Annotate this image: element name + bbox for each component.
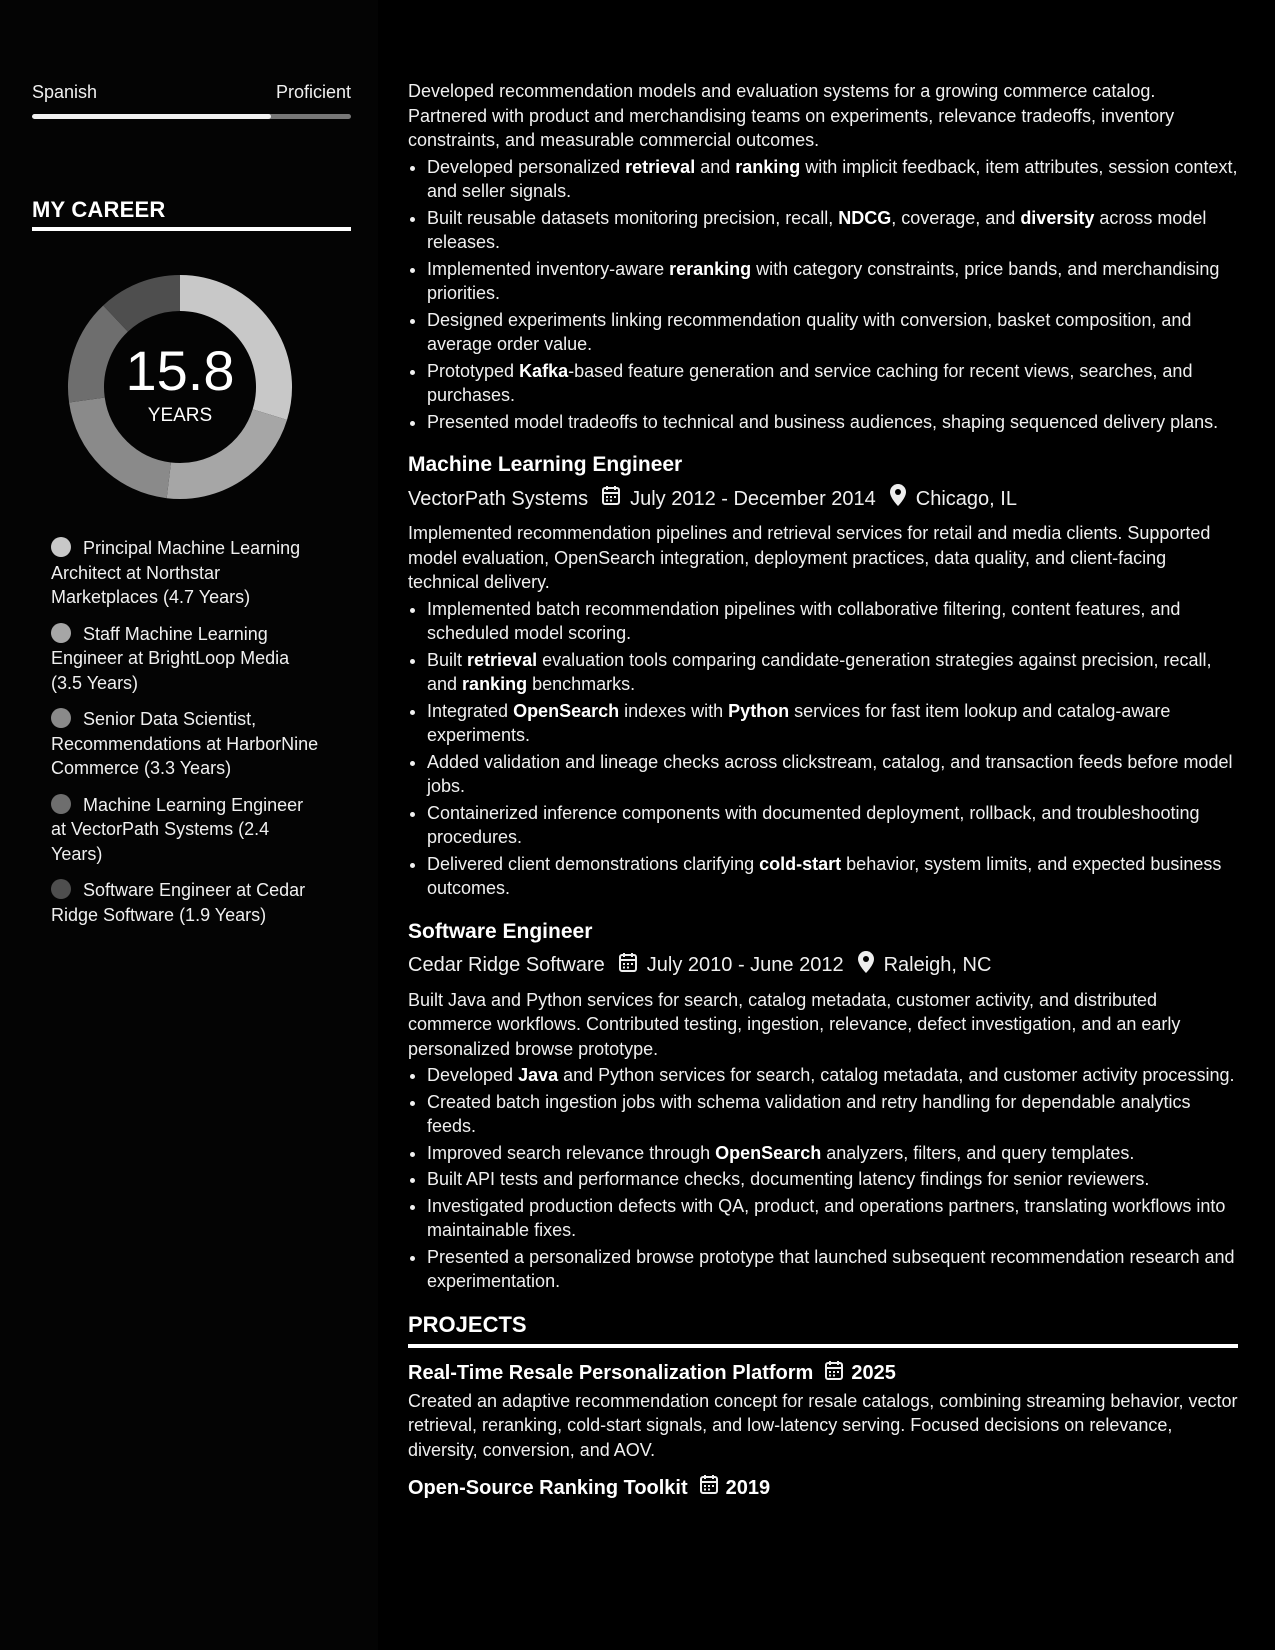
bullet-item: [427, 1194, 1238, 1243]
bullet-text: Implemented batch recommendation pipelines with collaborative filtering, content features, and scheduled model scoring.: [427, 598, 1181, 643]
language-level: Proficient: [275, 82, 351, 102]
sidebar: [0, 0, 378, 1650]
bullet-text: Presented model tradeoffs to technical and business audiences, shaping sequenced delivery plans.: [427, 411, 1219, 432]
bullet-text: Improved search relevance through: [427, 1142, 716, 1163]
job-bullets: [408, 597, 1238, 901]
career-legend-item: [51, 707, 321, 781]
bullet-text: Built: [427, 649, 468, 670]
bullet-keyword: NDCG: [838, 207, 892, 228]
job-summary: Implemented recommendation pipelines and retrieval services for retail and media clients. Supported model evaluation, OpenSearch integration, deployment practices, data quality, and client-facing technical delivery.: [408, 523, 1211, 592]
bullet-text: Built reusable datasets monitoring precision, recall,: [427, 207, 839, 228]
career-donut-chart: [67, 274, 293, 500]
role-summary: Developed recommendation models and evaluation systems for a growing commerce catalog. Partnered with product and merchandising teams on experiments, relevance tradeoffs, inventory constraints, and measurable commercial outcomes.: [408, 81, 1175, 150]
projects-heading-rule: [408, 1344, 1238, 1348]
calendar-icon: [700, 1474, 718, 1501]
job-meta: [408, 484, 1238, 513]
project-year: 2019: [725, 1476, 771, 1499]
bullet-keyword: Java: [518, 1065, 559, 1085]
project-year: 2025: [851, 1362, 896, 1384]
bullet-text: Delivered client demonstrations clarifying: [427, 853, 760, 874]
bullet-text: Designed experiments linking recommendation quality with conversion, basket composition, and average order value.: [427, 309, 1192, 354]
map-pin-icon: [858, 951, 874, 980]
career-total-unit: YEARS: [147, 405, 213, 426]
bullet-keyword: Kafka: [519, 360, 569, 381]
job-title: Machine Learning Engineer: [408, 453, 683, 476]
career-legend-item: [51, 793, 321, 867]
language-name: Spanish: [32, 82, 98, 102]
bullet-text: Presented a personalized browse prototype that launched subsequent recommendation research and experimentation.: [427, 1246, 1235, 1291]
role-bullets: [408, 155, 1238, 435]
career-legend-label: Machine Learning Engineer at VectorPath Systems (2.4 Years): [51, 794, 304, 864]
bullet-text: Developed personalized: [427, 156, 626, 177]
bullet-item: [427, 155, 1238, 204]
bullet-item: [427, 801, 1238, 850]
bullet-text: Added validation and lineage checks across clickstream, catalog, and transaction feeds before model jobs.: [427, 751, 1233, 796]
bullet-keyword: ranking: [462, 674, 528, 694]
calendar-icon: [825, 1360, 843, 1387]
bullet-text: Containerized inference components with documented deployment, rollback, and troubleshooting procedures.: [427, 802, 1200, 847]
bullet-item: [427, 597, 1238, 646]
job-meta: [408, 951, 1238, 980]
job-list: [408, 452, 1238, 1294]
bullet-text: indexes with: [619, 700, 729, 721]
career-legend-item: [51, 878, 321, 927]
bullet-text: Developed: [427, 1065, 519, 1085]
career-donut-center: [67, 274, 293, 500]
bullet-keyword: retrieval: [467, 649, 538, 670]
job-dates: July 2010 - June 2012: [646, 954, 844, 976]
job-title: Software Engineer: [408, 919, 593, 943]
bullet-text: Integrated: [427, 700, 514, 721]
bullet-keyword: retrieval: [625, 156, 696, 177]
bullet-item: [427, 699, 1238, 748]
project-description: Created an adaptive recommendation concept for resale catalogs, combining streaming behavior, vector retrieval, reranking, cold-start signals, and low-latency serving. Focused decisions on relevance, diversity, conversion, and AOV.: [408, 1390, 1238, 1460]
bullet-item: [427, 1245, 1238, 1294]
job-company: VectorPath Systems: [408, 487, 589, 510]
bullet-item: [427, 1141, 1238, 1166]
bullet-text: behavior, system limits, and expected business outcomes.: [427, 853, 1222, 898]
bullet-text: evaluation tools comparing candidate-generation strategies against precision, recall, and: [427, 649, 1212, 694]
project-title: Real-Time Resale Personalization Platform: [408, 1362, 814, 1384]
career-legend-dot: [51, 708, 71, 728]
bullet-item: [427, 359, 1238, 408]
bullet-text: across model releases.: [427, 207, 1207, 252]
career-heading: MY CAREER: [32, 197, 166, 222]
project-title-row: [408, 1360, 1238, 1387]
career-legend-label: Principal Machine Learning Architect at Northstar Marketplaces (4.7 Years): [51, 538, 301, 607]
bullet-text: with implicit feedback, item attributes, session context, and seller signals.: [427, 156, 1238, 201]
calendar-icon: [602, 485, 620, 512]
bullet-item: [427, 1063, 1238, 1088]
projects-heading: PROJECTS: [408, 1311, 527, 1337]
bullet-text: -based feature generation and service caching for recent views, searches, and purchases.: [427, 360, 1193, 405]
career-legend-dot: [51, 623, 71, 643]
bullet-keyword: diversity: [1020, 207, 1095, 228]
project-list: [408, 1360, 1238, 1502]
job-company: Cedar Ridge Software: [408, 954, 605, 976]
career-legend: [51, 536, 321, 939]
bullet-text: analyzers, filters, and query templates.: [821, 1142, 1135, 1163]
career-heading-rule: [32, 227, 351, 231]
bullet-item: [427, 308, 1238, 357]
bullet-keyword: Python: [728, 700, 790, 721]
bullet-item: [427, 206, 1238, 255]
bullet-keyword: ranking: [735, 156, 801, 177]
main-content: [378, 0, 1275, 1650]
map-pin-icon: [890, 484, 906, 513]
bullet-item: [427, 1090, 1238, 1139]
job-dates: July 2012 - December 2014: [630, 487, 876, 510]
bullet-text: benchmarks.: [527, 674, 636, 694]
bullet-text: Created batch ingestion jobs with schema validation and retry handling for dependable analytics feeds.: [427, 1091, 1191, 1136]
job-summary: Built Java and Python services for search, catalog metadata, customer activity, and distributed commerce workflows. Contributed testing, ingestion, relevance, defect investigation, and an early personalized browse prototype.: [408, 989, 1181, 1059]
career-legend-item: [51, 622, 321, 696]
career-legend-dot: [51, 794, 71, 814]
career-legend-item: [51, 536, 321, 610]
bullet-text: with category constraints, price bands, and merchandising priorities.: [427, 258, 1220, 303]
bullet-text: Investigated production defects with QA, product, and operations partners, translating workflows into maintainable fixes.: [427, 1195, 1226, 1240]
language-level-fill: [32, 114, 271, 119]
bullet-text: services for fast item lookup and catalog-aware experiments.: [427, 700, 1171, 745]
career-legend-label: Staff Machine Learning Engineer at BrightLoop Media (3.5 Years): [51, 623, 290, 693]
language-row: [32, 82, 351, 103]
career-total-value: 15.8: [125, 339, 235, 402]
bullet-keyword: reranking: [669, 258, 752, 279]
bullet-item: [427, 852, 1238, 901]
bullet-keyword: OpenSearch: [513, 700, 620, 721]
career-legend-dot: [51, 879, 71, 899]
job-location: Chicago, IL: [915, 487, 1017, 510]
bullet-item: [427, 648, 1238, 697]
bullet-item: [427, 1167, 1238, 1192]
career-legend-label: Senior Data Scientist, Recommendations at HarborNine Commerce (3.3 Years): [51, 709, 319, 778]
bullet-text: and Python services for search, catalog metadata, and customer activity processing.: [558, 1065, 1235, 1085]
bullet-text: Prototyped: [427, 360, 520, 381]
bullet-text: Built API tests and performance checks, documenting latency findings for senior reviewers.: [427, 1169, 1150, 1189]
language-level-bar: [32, 114, 351, 119]
project-title: Open-Source Ranking Toolkit: [408, 1476, 688, 1499]
bullet-text: and: [695, 156, 736, 177]
bullet-text: , coverage, and: [891, 207, 1021, 228]
job-location: Raleigh, NC: [883, 954, 992, 976]
career-legend-label: Software Engineer at Cedar Ridge Software (1.9 Years): [51, 880, 306, 925]
career-legend-dot: [51, 537, 71, 557]
job-bullets: [408, 1063, 1238, 1294]
bullet-item: [427, 750, 1238, 799]
bullet-text: Implemented inventory-aware: [427, 258, 670, 279]
bullet-item: [427, 410, 1238, 435]
bullet-keyword: OpenSearch: [715, 1142, 822, 1163]
project-title-row: [408, 1474, 1238, 1501]
bullet-keyword: cold-start: [759, 853, 842, 874]
calendar-icon: [619, 952, 637, 979]
experience-section: [408, 79, 1238, 1501]
bullet-item: [427, 257, 1238, 306]
